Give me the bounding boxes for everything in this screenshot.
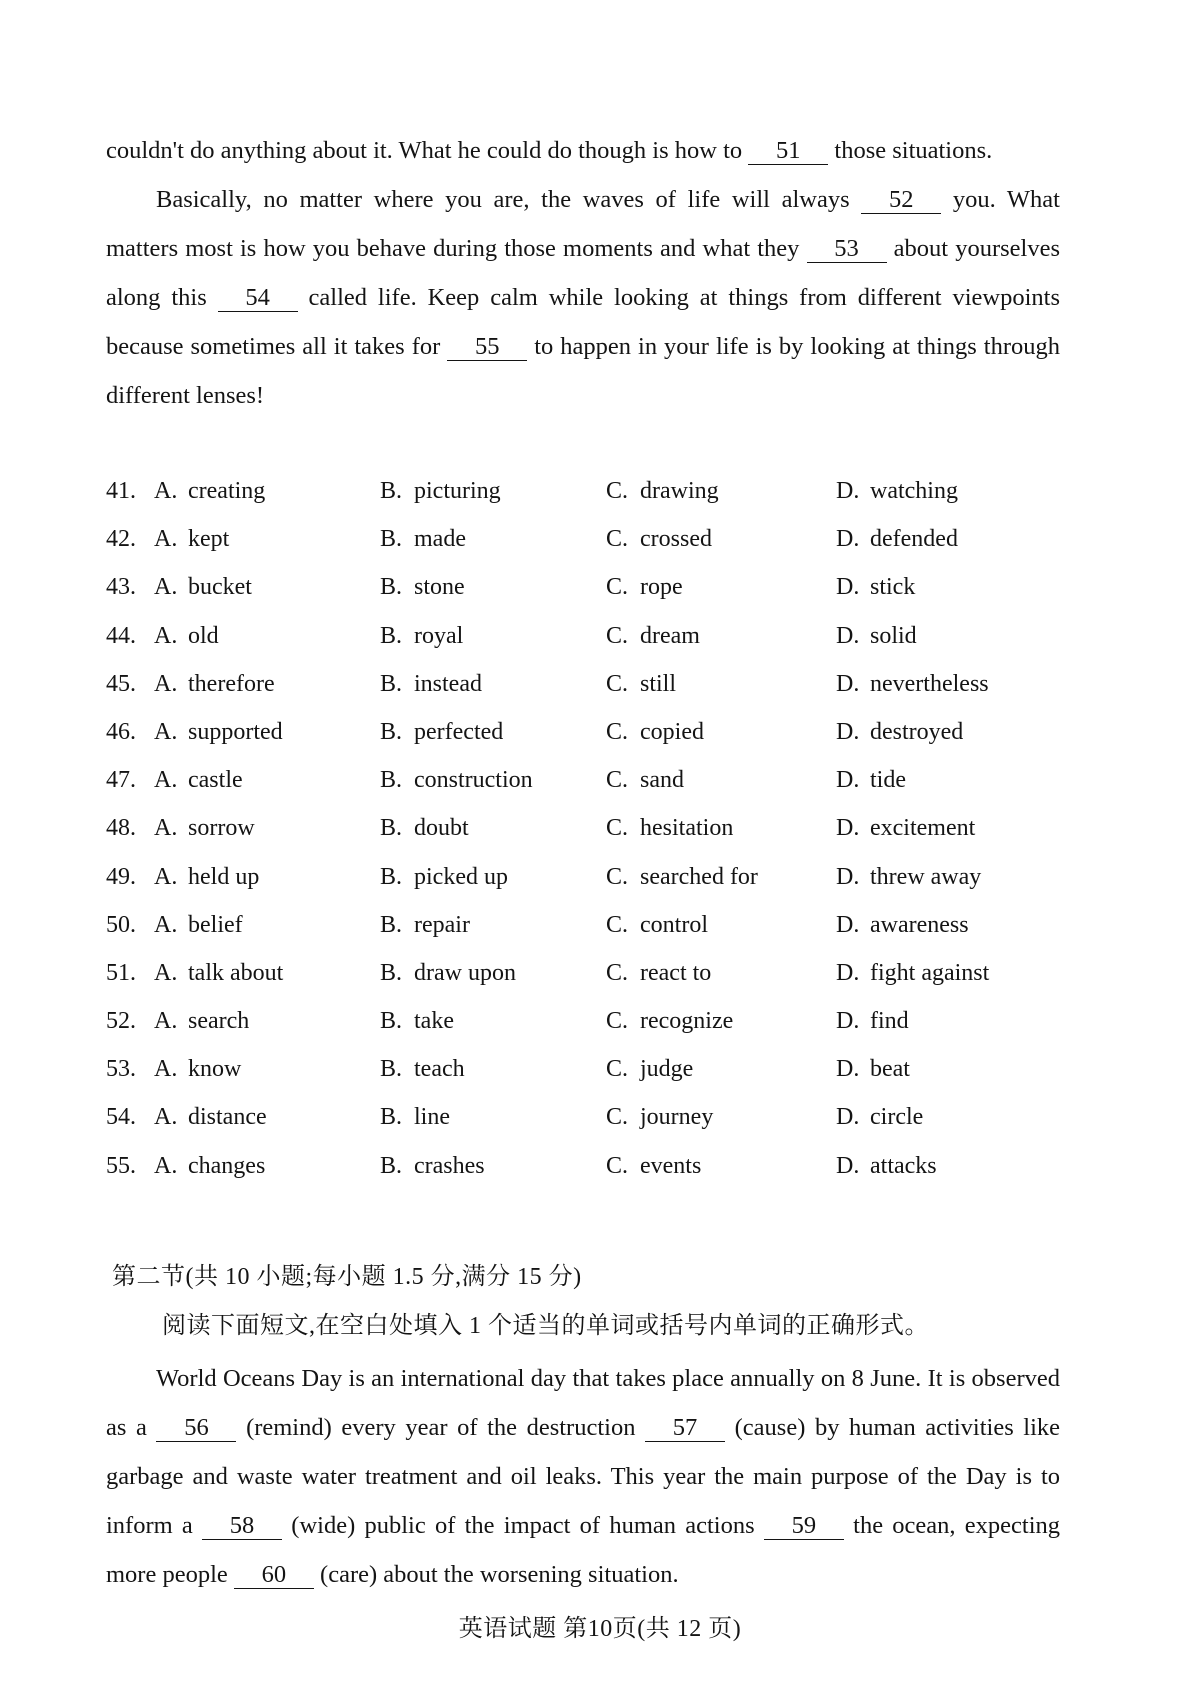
blank-54: 54 [218, 285, 298, 312]
option-text: take [414, 1008, 454, 1035]
option-c [606, 719, 704, 746]
option-letter: D. [836, 526, 860, 553]
passage-text: (wide) public of the impact of human actions [291, 1512, 755, 1539]
blank-60: 60 [234, 1562, 314, 1589]
option-letter: A. [154, 622, 178, 649]
blank-58: 58 [202, 1513, 282, 1540]
question-number: 46. [106, 718, 136, 745]
option-d [836, 623, 917, 650]
option-text: control [640, 911, 708, 938]
option-text: tide [870, 767, 906, 794]
option-row [106, 623, 1066, 671]
option-letter: C. [606, 670, 629, 697]
option-a [154, 1104, 267, 1131]
option-text: therefore [188, 670, 275, 697]
option-letter: B. [380, 863, 403, 890]
option-letter: D. [836, 863, 860, 890]
passage-text: World Oceans Day is an international day that takes place annually on 8 June. It is observed as a [106, 1365, 1060, 1441]
option-letter: A. [154, 959, 178, 986]
option-a [154, 574, 252, 601]
option-letter: A. [154, 1152, 178, 1179]
option-c [606, 574, 683, 601]
option-d [836, 1008, 909, 1035]
page-footer: 英语试题 第10页(共 12 页) [458, 1616, 742, 1642]
option-letter: B. [380, 767, 403, 794]
passage-text: the ocean, expecting more people [106, 1512, 1061, 1588]
option-c [606, 671, 676, 698]
option-d [836, 478, 958, 505]
option-text: excitement [870, 815, 976, 842]
option-letter: C. [606, 1152, 629, 1179]
option-c [606, 864, 758, 891]
blank-52: 52 [861, 187, 941, 214]
option-b [380, 960, 516, 987]
option-b [380, 623, 463, 650]
option-letter: A. [154, 1104, 178, 1131]
option-letter: D. [836, 670, 860, 697]
question-number: 51. [106, 959, 136, 986]
passage-line-1 [106, 126, 1060, 175]
option-b [380, 767, 533, 794]
blank-57: 57 [645, 1415, 725, 1442]
option-letter: C. [606, 815, 629, 842]
option-text: royal [414, 622, 464, 649]
option-row [106, 912, 1066, 960]
option-c [606, 912, 708, 939]
option-letter: D. [836, 1104, 860, 1131]
option-b [380, 1153, 485, 1180]
option-letter: B. [380, 478, 403, 504]
option-letter: D. [836, 1008, 860, 1035]
option-b [380, 478, 501, 505]
option-d [836, 574, 915, 601]
option-text: still [640, 670, 677, 697]
answer-options [106, 478, 1066, 1201]
option-text: perfected [414, 718, 504, 745]
option-text: hesitation [640, 815, 734, 842]
option-d [836, 912, 969, 939]
option-text: threw away [870, 863, 982, 890]
blank-59: 59 [764, 1513, 844, 1540]
option-letter: A. [154, 574, 178, 601]
section-2-instruction: 阅读下面短文,在空白处填入 1 个适当的单词或括号内单词的正确形式。 [162, 1313, 929, 1339]
option-text: supported [188, 718, 283, 745]
option-text: awareness [870, 911, 969, 938]
option-text: instead [414, 670, 482, 697]
option-a [154, 478, 265, 505]
option-text: judge [640, 1056, 694, 1083]
option-letter: C. [606, 1056, 629, 1083]
option-letter: C. [606, 718, 629, 745]
option-letter: B. [380, 1104, 403, 1131]
option-row [106, 671, 1066, 719]
option-text: teach [414, 1056, 465, 1083]
option-a [154, 1056, 241, 1083]
option-letter: A. [154, 767, 178, 794]
option-row [106, 815, 1066, 863]
option-row [106, 864, 1066, 912]
passage-text: (cause) by human activities like garbage and waste water treatment and oil leaks. This year the main purpose of the Day is to inform a [106, 1414, 1061, 1539]
option-letter: A. [154, 1056, 178, 1083]
option-row [106, 1008, 1066, 1056]
option-text: sorrow [188, 815, 255, 842]
option-a [154, 1008, 249, 1035]
passage-text: Basically, no matter where you are, the waves of life will always [156, 186, 850, 213]
option-letter: C. [606, 622, 629, 649]
blank-51: 51 [748, 138, 828, 165]
option-row [106, 1056, 1066, 1104]
option-a [154, 623, 219, 650]
option-letter: A. [154, 526, 178, 553]
option-c [606, 1153, 701, 1180]
option-letter: B. [380, 815, 403, 842]
option-letter: C. [606, 574, 629, 601]
option-d [836, 719, 963, 746]
option-text: kept [188, 526, 230, 553]
option-letter: B. [380, 959, 403, 986]
passage-text: (remind) every year of the destruction [246, 1414, 636, 1441]
option-row [106, 1104, 1066, 1152]
option-a [154, 864, 259, 891]
option-b [380, 815, 469, 842]
option-letter: C. [606, 959, 629, 986]
option-a [154, 960, 283, 987]
option-text: changes [188, 1152, 266, 1179]
passage-text: you. What matters most is how you behave during those moments and what they [106, 186, 1060, 262]
option-c [606, 960, 711, 987]
option-text: bucket [188, 574, 252, 601]
option-letter: B. [380, 1008, 403, 1035]
option-letter: A. [154, 911, 178, 938]
option-row [106, 478, 1066, 526]
option-text: defended [870, 526, 958, 553]
option-text: attacks [870, 1152, 937, 1179]
option-d [836, 767, 906, 794]
option-text: creating [188, 478, 266, 504]
question-number: 54. [106, 1104, 136, 1131]
option-letter: D. [836, 767, 860, 794]
option-b [380, 1056, 465, 1083]
option-letter: B. [380, 911, 403, 938]
option-text: belief [188, 911, 243, 938]
option-c [606, 1008, 733, 1035]
option-row [106, 767, 1066, 815]
option-d [836, 1153, 937, 1180]
option-letter: D. [836, 622, 860, 649]
option-text: rope [640, 574, 683, 601]
option-text: nevertheless [870, 670, 989, 697]
option-b [380, 1008, 454, 1035]
option-d [836, 526, 958, 553]
option-b [380, 1104, 450, 1131]
question-number: 45. [106, 670, 136, 697]
option-letter: C. [606, 767, 629, 794]
blank-55: 55 [447, 334, 527, 361]
option-text: destroyed [870, 718, 964, 745]
option-d [836, 864, 981, 891]
option-c [606, 815, 733, 842]
question-number: 53. [106, 1056, 136, 1083]
option-letter: A. [154, 1008, 178, 1035]
option-text: old [188, 622, 219, 649]
option-text: events [640, 1152, 702, 1179]
option-c [606, 478, 719, 505]
option-a [154, 767, 243, 794]
option-b [380, 574, 465, 601]
option-text: find [870, 1008, 909, 1035]
question-number: 42. [106, 526, 136, 553]
option-letter: B. [380, 670, 403, 697]
option-text: talk about [188, 959, 284, 986]
question-number: 48. [106, 815, 136, 842]
option-a [154, 671, 275, 698]
question-number: 55. [106, 1152, 136, 1179]
option-text: fight against [870, 959, 990, 986]
option-text: crossed [640, 526, 712, 553]
option-letter: B. [380, 718, 403, 745]
option-text: know [188, 1056, 242, 1083]
passage-text: those situations. [834, 137, 993, 164]
option-text: draw upon [414, 959, 516, 986]
option-text: stick [870, 574, 916, 601]
option-letter: D. [836, 815, 860, 842]
option-text: beat [870, 1056, 910, 1083]
option-text: searched for [640, 863, 758, 890]
section-2-passage [106, 1354, 1060, 1599]
option-text: castle [188, 767, 243, 794]
option-letter: C. [606, 863, 629, 890]
blank-53: 53 [807, 236, 887, 263]
option-text: dream [640, 622, 700, 649]
option-letter: D. [836, 478, 860, 504]
option-b [380, 526, 466, 553]
passage-text: about yourselves along this [106, 235, 1061, 311]
option-d [836, 1104, 923, 1131]
option-c [606, 623, 700, 650]
question-number: 44. [106, 622, 136, 649]
option-letter: D. [836, 959, 860, 986]
option-text: react to [640, 959, 712, 986]
option-text: doubt [414, 815, 469, 842]
option-a [154, 912, 243, 939]
option-text: made [414, 526, 466, 553]
option-c [606, 767, 684, 794]
question-number: 47. [106, 767, 136, 794]
option-letter: D. [836, 574, 860, 601]
passage-text: to happen in your life is by looking at things through different lenses! [106, 333, 1060, 409]
question-number: 52. [106, 1008, 136, 1035]
option-text: picked up [414, 863, 508, 890]
option-text: line [414, 1104, 450, 1131]
option-letter: C. [606, 911, 629, 938]
passage-text: (care) about the worsening situation. [320, 1561, 679, 1588]
option-letter: B. [380, 622, 403, 649]
option-letter: D. [836, 718, 860, 745]
passage-text: couldn't do anything about it. What he could do though is how to [106, 137, 743, 164]
option-letter: B. [380, 526, 403, 553]
option-c [606, 1104, 713, 1131]
option-letter: C. [606, 526, 629, 553]
option-d [836, 1056, 910, 1083]
option-text: construction [414, 767, 533, 794]
option-a [154, 719, 283, 746]
option-a [154, 1153, 265, 1180]
option-row [106, 526, 1066, 574]
option-letter: C. [606, 478, 629, 504]
option-d [836, 671, 989, 698]
option-letter: A. [154, 815, 178, 842]
option-row [106, 960, 1066, 1008]
option-letter: A. [154, 478, 178, 504]
option-text: solid [870, 622, 917, 649]
option-row [106, 574, 1066, 622]
option-b [380, 864, 508, 891]
option-b [380, 719, 503, 746]
blank-56: 56 [156, 1415, 236, 1442]
option-letter: B. [380, 1152, 403, 1179]
option-row [106, 1153, 1066, 1201]
option-letter: C. [606, 1104, 629, 1131]
passage-text: called life. Keep calm while looking at things from different viewpoints because sometimes all it takes for [106, 284, 1061, 360]
option-b [380, 671, 482, 698]
option-letter: D. [836, 911, 860, 938]
option-text: crashes [414, 1152, 485, 1179]
option-row [106, 719, 1066, 767]
option-a [154, 815, 255, 842]
option-text: stone [414, 574, 465, 601]
option-text: watching [870, 478, 958, 504]
option-b [380, 912, 470, 939]
option-text: sand [640, 767, 684, 794]
option-text: circle [870, 1104, 924, 1131]
question-number: 43. [106, 574, 136, 601]
option-letter: A. [154, 718, 178, 745]
option-text: distance [188, 1104, 267, 1131]
option-letter: A. [154, 863, 178, 890]
option-text: journey [640, 1104, 714, 1131]
option-a [154, 526, 229, 553]
option-text: repair [414, 911, 470, 938]
question-number: 49. [106, 863, 136, 890]
option-d [836, 960, 989, 987]
option-text: held up [188, 863, 260, 890]
option-letter: B. [380, 1056, 403, 1083]
option-text: drawing [640, 478, 719, 504]
question-number: 50. [106, 911, 136, 938]
option-letter: C. [606, 1008, 629, 1035]
option-c [606, 1056, 693, 1083]
option-letter: D. [836, 1152, 860, 1179]
option-text: recognize [640, 1008, 734, 1035]
option-d [836, 815, 975, 842]
option-letter: B. [380, 574, 403, 601]
question-number: 41. [106, 478, 136, 504]
option-text: search [188, 1008, 250, 1035]
option-text: copied [640, 718, 704, 745]
option-c [606, 526, 712, 553]
section-2-title: 第二节(共 10 小题;每小题 1.5 分,满分 15 分) [112, 1264, 582, 1290]
option-letter: D. [836, 1056, 860, 1083]
passage-paragraph-2 [106, 175, 1060, 420]
option-letter: A. [154, 670, 178, 697]
option-text: picturing [414, 478, 501, 504]
